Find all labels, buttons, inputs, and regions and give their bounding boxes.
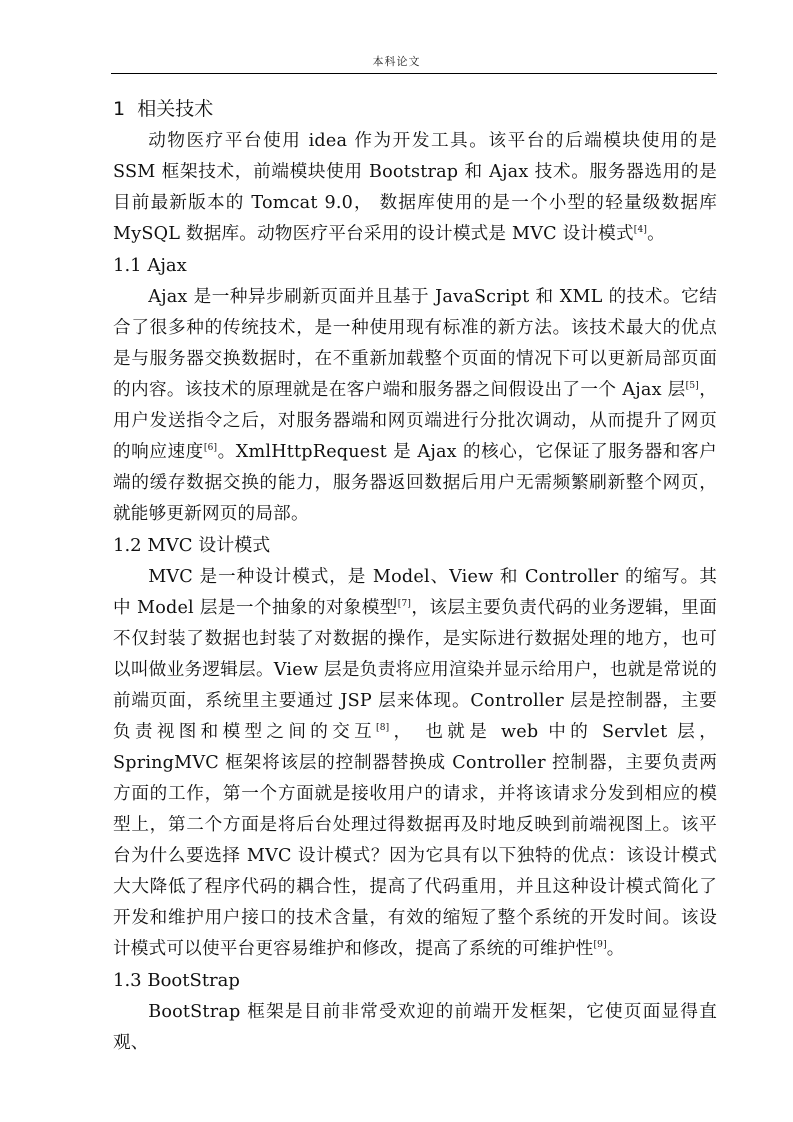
subsection-heading-bootstrap: 1.3 BootStrap xyxy=(113,970,240,991)
citation-ref-4[interactable]: [4] xyxy=(633,225,648,235)
paragraph-intro xyxy=(113,126,717,250)
citation-ref-5[interactable]: [5] xyxy=(685,381,700,391)
paragraph-text: ，用户发送指令之后，对服务器端和网页端进行分批次调动，从而提升了网页的响应速度 xyxy=(113,380,717,462)
paragraph-bootstrap: BootStrap 框架是目前非常受欢迎的前端开发框架，它使页面显得直观、 xyxy=(113,1002,717,1053)
subsection-title: 设计模式 xyxy=(198,535,271,556)
citation-ref-9[interactable]: [9] xyxy=(593,940,607,950)
section-title: 相关技术 xyxy=(137,98,214,120)
header-rule xyxy=(111,73,717,74)
section-number: 1 xyxy=(113,98,126,120)
citation-ref-8[interactable]: [8] xyxy=(376,723,390,733)
citation-ref-7[interactable]: [7] xyxy=(397,599,412,609)
paragraph-text: Ajax 是一种异步刷新页面并且基于 JavaScript 和 XML 的技术。它结合了很多种的传统技术，是一种使用现有标准的新方法。该技术最大的优点是与服务器交换数据时，在不重新加载整个页面的情况下可以更新局部页面的内容。该技术的原理就是在客户端和服务器之间假设出了一个 Ajax 层 xyxy=(113,287,717,400)
citation-ref-6[interactable]: [6] xyxy=(203,443,218,453)
paragraph-ajax xyxy=(113,282,717,530)
page-content xyxy=(113,92,717,1059)
subsection-heading-ajax: 1.1 Ajax xyxy=(113,255,187,276)
paragraph-text: 。XmlHttpRequest 是 Ajax 的核心，它保证了服务器和客户端的缓存数据交换的能力，服务器返回数据后用户无需频繁刷新整个网页，就能够更新网页的局部。 xyxy=(113,442,717,524)
section-heading-1 xyxy=(113,92,717,126)
subsection-heading-mvc xyxy=(113,530,717,562)
paragraph-text: ， 也就是 web 中的 Servlet 层，SpringMVC 框架将该层的控制器替换成 Controller 控制器，主要负责两方面的工作，第一个方面就是接收用户的请求，并将该请求分发到相应的模型上，第二个方面是将后台处理过得数据再及时地反映到前端视图上。该平台为什么要选择 MVC 设计模式？因为它具有以下独特的优点：该设计模式大大降低了程序代码的耦合性，提高了代码重用，并且这种设计模式简化了开发和维护用户接口的技术含量，有效的缩短了整个系统的开发时间。该设计模式可以使平台更容易维护和修改，提高了系统的可维护性 xyxy=(113,722,717,959)
paragraph-text: MVC 是一种设计模式，是 Model、View 和 Controller 的缩写。其中 Model 层是一个抽象的对象模型 xyxy=(113,567,717,618)
paragraph-end: 。 xyxy=(647,224,665,244)
paragraph-end: 。 xyxy=(606,939,625,959)
running-header: 本科论文 xyxy=(372,55,421,68)
paragraph-text: ，该层主要负责代码的业务逻辑，里面不仅封装了数据也封装了对数据的操作，是实际进行数据处理的地方，也可以叫做业务逻辑层。View 层是负责将应用渲染并显示给用户，也就是常说的前端页面，系统里主要通过 JSP 层来体现。Controller 层是控制器，主要负责视图和模型之间的交互 xyxy=(113,598,717,742)
paragraph-mvc xyxy=(113,562,717,965)
subsection-number: 1.2 MVC xyxy=(113,535,199,556)
paragraph-text: 动物医疗平台使用 idea 作为开发工具。该平台的后端模块使用的是 SSM 框架技术，前端模块使用 Bootstrap 和 Ajax 技术。服务器选用的是目前最新版本的 Tomcat 9.0， 数据库使用的是一个小型的轻量级数据库 MySQL 数据库。动物医疗平台采用的设计模式是 MVC 设计模式 xyxy=(113,131,717,244)
